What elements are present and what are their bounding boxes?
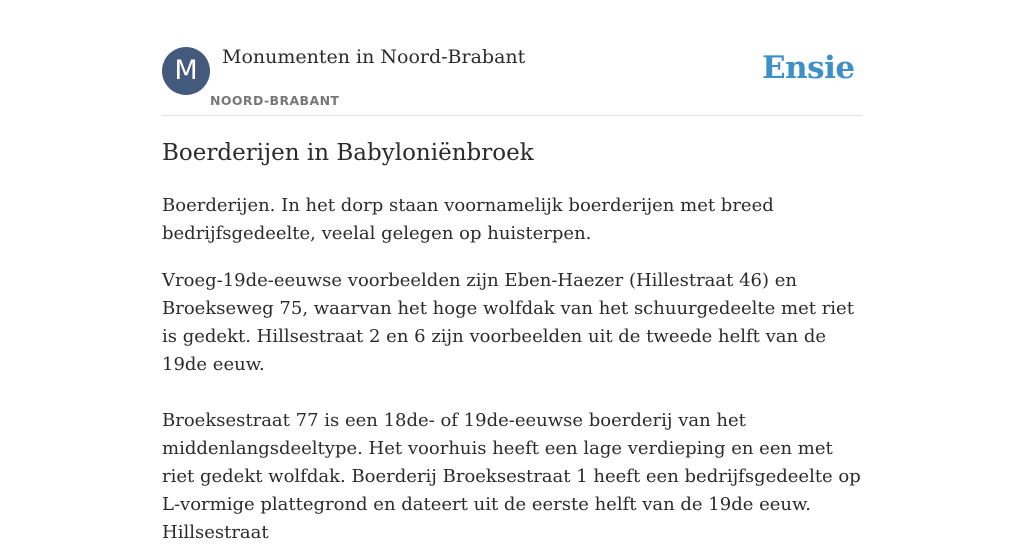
collection-subtitle-link[interactable]: NOORD-BRABANT [210, 93, 340, 108]
avatar[interactable]: M [162, 47, 210, 95]
article-title: Boerderijen in Babyloniënbroek [162, 140, 534, 166]
article-paragraph: Vroeg-19de-eeuwse voorbeelden zijn Eben-Haezer (Hillestraat 46) en Broekseweg 75, waarvan het hoge wolfdak van het schuurgedeelte met riet is gedekt. Hillsestraat 2 en 6 zijn voorbeelden uit de tweede helft van de 19de eeuw. [162, 270, 854, 375]
collection-title-link[interactable]: Monumenten in Noord-Brabant [222, 46, 526, 68]
article-paragraph: Boerderijen. In het dorp staan voornamelijk boerderijen met breed bedrijfsgedeelte, veelal gelegen op huisterpen. [162, 195, 774, 244]
header-divider [162, 115, 862, 116]
article-paragraph: Broeksestraat 77 is een 18de- of 19de-eeuwse boerderij van het middenlangsdeeltype. Het voorhuis heeft een lage verdieping en een met riet gedekt wolfdak. Boerderij Broeksestraat 1 heeft een bedrijfsgedeelte op L-vormige plattegrond en dateert uit de eerste helft van de 19de eeuw. Hillsestraat [162, 410, 861, 543]
article-body [162, 192, 862, 547]
brand-logo[interactable]: Ensie [762, 50, 855, 86]
